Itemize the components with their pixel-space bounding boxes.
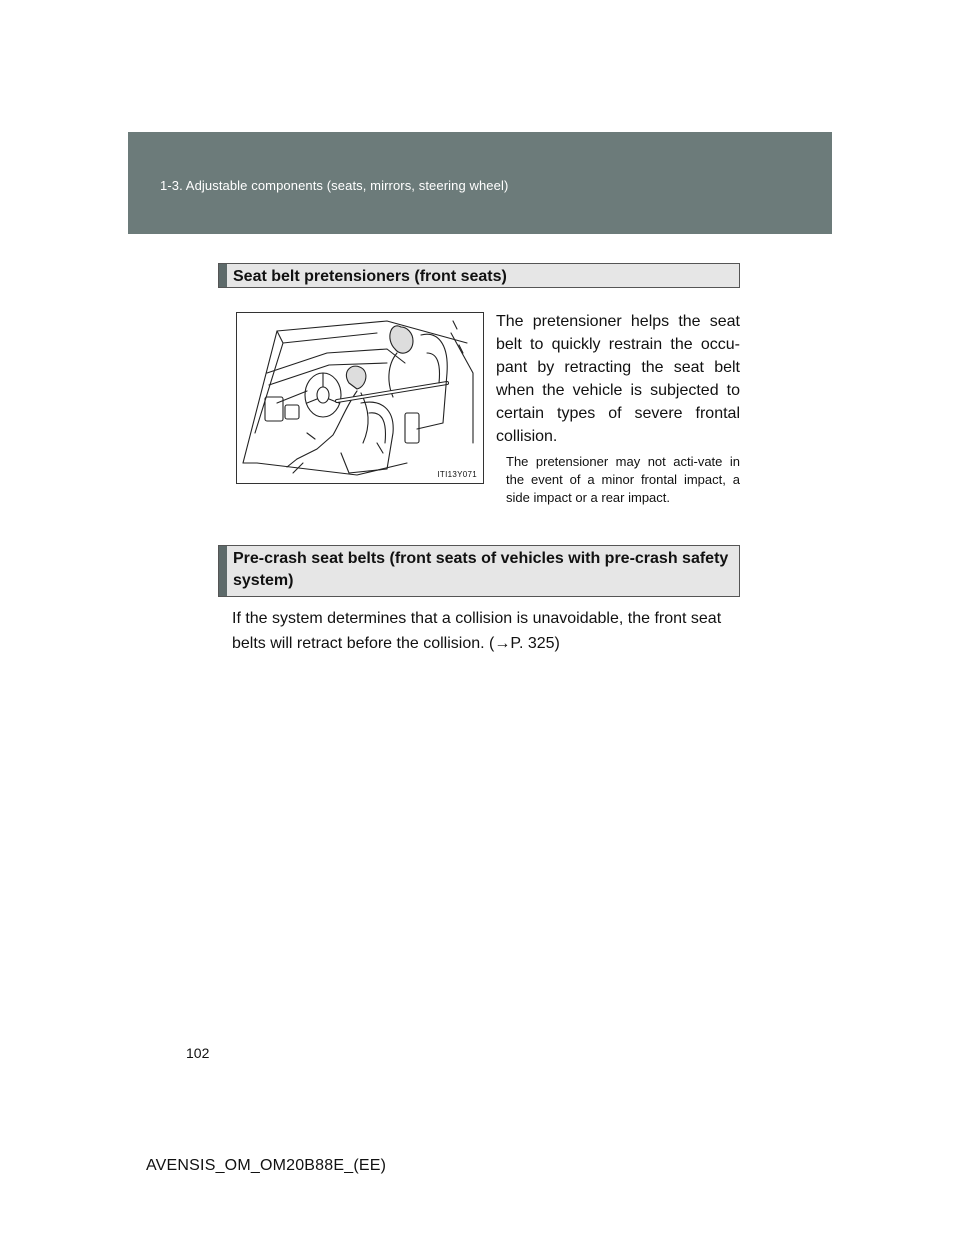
heading-seat-belt-pretensioners	[218, 263, 740, 288]
document-code: AVENSIS_OM_OM20B88E_(EE)	[146, 1157, 387, 1174]
heading-pre-crash-seat-belts	[218, 545, 740, 597]
pretensioner-illustration	[236, 312, 484, 484]
page-number: 102	[186, 1045, 210, 1061]
pretensioner-description: The pretensioner helps the seat belt to quickly restrain the occu-pant by retracting the seat belt when the vehicle is subjected to certain types of severe frontal collision.	[496, 313, 740, 445]
figure-code: ITI13Y071	[437, 470, 477, 479]
pre-crash-description: If the system determines that a collision is unavoidable, the front seat belts will retract before the collision. (→P. 325)	[232, 610, 722, 652]
header-band	[128, 132, 832, 234]
heading-accent-bar	[219, 264, 227, 287]
heading-text: Seat belt pretensioners (front seats)	[233, 268, 507, 285]
car-interior-illustration	[237, 313, 483, 483]
pretensioner-note: The pretensioner may not acti-vate in the event of a minor frontal impact, a side impact or a rear impact.	[506, 454, 740, 505]
heading-text: Pre-crash seat belts (front seats of vehicles with pre-crash safety system)	[233, 550, 729, 589]
section-title: 1-3. Adjustable components (seats, mirrors, steering wheel)	[160, 178, 509, 193]
heading-accent-bar	[219, 546, 227, 596]
